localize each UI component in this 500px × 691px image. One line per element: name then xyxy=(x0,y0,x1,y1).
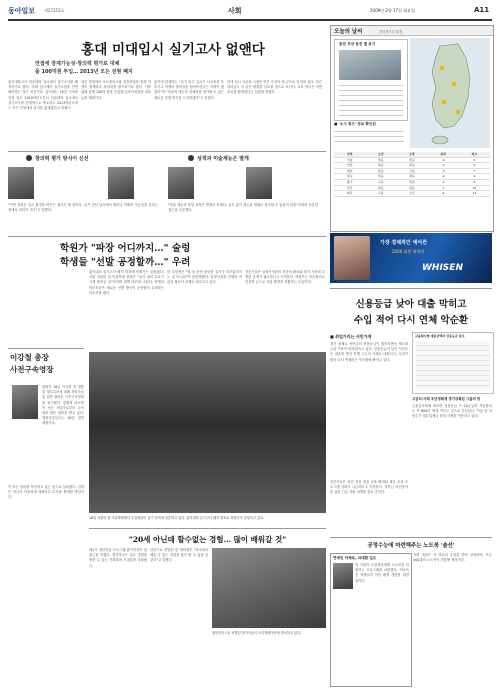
mid-rule xyxy=(8,236,326,237)
korea-map-icon xyxy=(410,38,490,148)
credit-body-3: 전문가들은 서민 전용 대출 상품 확대와 채무 조정 프로그램 강화가 시급하다고 지적한다. 정부는 저신용자를 위한 긴급 지원 대책을 검토 중이다. xyxy=(330,480,408,495)
note-box xyxy=(330,553,412,687)
opinion-left xyxy=(8,155,163,233)
date: 2009년 2월 17일 화요일 xyxy=(370,8,415,13)
weather-table-row: 광주 구름 맑음 -1 9 xyxy=(334,180,490,186)
profile-title: 사전구속영장 xyxy=(10,365,54,374)
weather-note-title: ■ '오시 퀴즈' 정보 확인된 xyxy=(334,122,376,126)
page-number: A11 xyxy=(474,6,490,14)
college-photo-caption: 16일 서울의 한 미술학원에서 수험생들이 실기 준비에 열중하고 있다. 홍익대의 실기고사 폐지 발표로 학원가가 술렁이고 있다. xyxy=(89,516,265,520)
weather-note xyxy=(334,122,406,146)
opinion-right-portrait-1 xyxy=(168,167,194,199)
opinion-right xyxy=(168,155,323,233)
weather-subtitle: 전국적으로 맑음 xyxy=(379,29,403,34)
lead-deck-2: 올 100억원 투입… 2013년 모든 전형 폐지 xyxy=(35,69,133,75)
ad-tagline: 가장 경제적인 에어컨 xyxy=(380,240,427,246)
college-photo xyxy=(89,352,326,513)
weather-note-lines xyxy=(334,129,404,145)
weather-table-row: 서울 맑음 맑음 -4 6 xyxy=(334,158,490,164)
credit-sub-title: ■ 취업가리는 서민가계 xyxy=(330,334,372,339)
credit-rule xyxy=(330,288,492,289)
bottom-body-1: 제1기 청년인턴 프로그램 참가자들이 첫 출근을 마쳤다. 참가자들은 실무 경험을 쌓을 수 있는 기회라며 기대감을 나타냈다. xyxy=(89,548,147,568)
newspaper-logo: 동아일보 xyxy=(8,6,36,15)
issue-number: 제27253호 xyxy=(44,8,65,13)
note-box-photo xyxy=(333,563,353,589)
weather-sub-photo xyxy=(339,50,401,80)
opinion-left-title: 창의력 평가 방식이 신선 xyxy=(35,156,89,162)
lead-body-4: 미대 입시 사교육 시장은 연간 수천억 원 규모로 알려져 있다. 다른 대학들도 이 같은 변화를 검토할 것으로 보인다. 교육 당국은 이번 조치를 환영한다는 입장을 밝혔다. xyxy=(227,80,322,95)
note-body-1: 한 기업이 수험생들에게 노트북을 지원하는 프로그램을 마련했다. 저소득층 학생들의 학습 환경 개선을 위한 취지다. xyxy=(355,563,409,583)
college-body-3: 전문가들은 입학사정관의 전문성 확보와 평가 기준의 투명한 공개가 필요하다고 지적한다. 학원가는 포트폴리오 컨설팅 등으로 사업 방향을 전환하는 모습이다. xyxy=(245,270,325,285)
masthead-rule xyxy=(8,19,492,21)
opinion-marker xyxy=(26,155,32,161)
note-headline: 공정수능에 마련해주는 노트북 '솔선' xyxy=(367,543,455,549)
opinions-rule xyxy=(8,151,326,152)
section-label: 사회 xyxy=(228,7,242,15)
note-body-2: 지원 대상은 각 학교의 추천을 받아 선정되며, 모두 500대의 노트북이 전달될 예정이다. xyxy=(413,553,492,563)
weather-box xyxy=(330,25,494,232)
lead-headline: 홍대 미대입시 실기고사 없앤다 xyxy=(81,42,265,58)
weather-table-row: 인천 맑음 맑음 -3 5 xyxy=(334,163,490,169)
note-rule xyxy=(330,537,492,538)
opinion-marker xyxy=(188,155,194,161)
opinion-left-body: "이번 결정은 입시 환경을 바꾸는 계기가 될 것이다. 실기 중심 입시에서 벗어나 학생의 가능성을 본다는 점에서 의미가 크다"고 말했다. xyxy=(8,203,158,213)
masthead xyxy=(8,6,492,17)
weather-table-row: 부산 맑음 맑음 1 10 xyxy=(334,186,490,192)
credit-chart-grid xyxy=(416,341,490,389)
opinion-left-portrait-2 xyxy=(108,167,134,199)
credit-chart-title: 금융회사별 대출금액과 신용등급 분포 xyxy=(415,334,465,338)
weather-table-row: 제주 구름 흐림 4 11 xyxy=(334,191,490,197)
weather-header xyxy=(331,26,493,36)
credit-chart xyxy=(412,332,494,394)
college-headline-1: 학원가 "파장 어디까지…" 술렁 xyxy=(60,243,191,254)
college-headline-2: 학생들 "선발 공정할까…" 우려 xyxy=(60,257,191,268)
opinion-right-portrait-2 xyxy=(246,167,272,199)
credit-headline-2: 수입 적어 다시 연체 악순환 xyxy=(353,315,469,326)
lead-body-3: 홍익대 관계자는 "실기 위주 입시가 사교육을 부추기고 학생의 창의성을 떨어뜨린다는 지적이 많았다"며 "미술적 재능과 잠재력을 평가할 수 있는 새로운 전형 방식을 도입하겠다"고 말했다. xyxy=(154,80,224,100)
bottom-photo xyxy=(212,548,326,628)
bottom-headline: "20세 아닌데 할수없는 경험… 많이 배워갈 것" xyxy=(128,535,287,544)
opinion-right-title: 성적과 미술재능은 별개 xyxy=(197,156,249,162)
profile-name: 이강철 총장 xyxy=(10,353,49,362)
profile-portrait xyxy=(12,385,38,419)
lead-body-2: 대신 면접에서 포트폴리오와 심층면접을 통해 학생의 잠재력과 창의력을 평가하기로 했다. 이를 위해 올해 100억 원을 투입해 입학사정관을 대폭 늘릴 계획이다. xyxy=(81,80,151,100)
lead-body-1: 홍익대학교가 미술대학 입시에서 실기고사를 폐지하기로 했다. 미대 입시에서 실기시험을 전면 폐지하는 것은 처음이다. 홍익대는 16일 기자회견을 열고 2010학년도부터 미술대학 입시에서 실기고사를 단계적으로 축소하고 2013학년도에는 모든 전형에서 실기를 없애겠다고 밝혔다. xyxy=(8,80,78,111)
weather-table-row: 대구 맑음 맑음 -2 9 xyxy=(334,174,490,180)
weather-map xyxy=(410,38,490,148)
college-body-1: 홍익대의 실기고사 폐지 발표에 학원가는 술렁였다. 서울 강남의 한 미술학원 원장은 "실기 대비 수요가 크게 줄어들 것"이라며 대책 마련에 나섰다. 학생과 학부모들은 새로운 선발 방식이 공정할지 우려하는 목소리를 냈다. xyxy=(89,270,164,295)
weather-title: 오늘의 날씨 xyxy=(334,29,363,35)
credit-sub-title-2: 고금리·사채 조년생태계 경기위축된 그들의 빚 xyxy=(412,397,481,401)
weather-table-row: 대전 맑음 구름 -3 7 xyxy=(334,169,490,175)
college-body-2: 한 수험생은 "몇 년 동안 준비한 실기가 쓸모없어지는 것 아니냐"며 불안해했다. 입학사정관 전형의 객관성 확보가 과제로 떠오르고 있다. xyxy=(167,270,242,285)
weather-sub-body xyxy=(339,83,403,117)
weather-sub-box-title: 동전 모양 동전 별 보기 xyxy=(339,42,376,46)
bottom-rule xyxy=(89,528,326,529)
weather-table xyxy=(334,152,490,228)
note-box-title: 연예인 자체로, 마대환 입도 xyxy=(333,556,377,560)
credit-headline-1: 신용등급 낮아 대출 막히고 xyxy=(355,299,467,310)
profile-body-2: 이 씨는 혐의를 부인하고 있는 것으로 알려졌다. 검찰은 자금의 사용처에 대해서도 수사를 확대할 방침이다. xyxy=(8,485,84,500)
bottom-body-2: 인턴으로 선발된 한 대학생은 "학교에서 배울 수 없는 경험을 많이 할 수 있을 것 같다"고 말했다. xyxy=(150,548,208,563)
weather-table-header: 지역 오전 오후 최저 최고 xyxy=(334,152,490,158)
weather-sub-box xyxy=(334,39,408,121)
bottom-photo-caption: 청년인턴으로 선발된 참가자들이 오리엔테이션에 참석하고 있다. xyxy=(212,631,302,635)
profile-body: 검찰은 16일 이강철 전 대통령 정무특보에 대해 정치자금법 위반 혐의로 사전구속영장을 청구했다. 검찰에 따르면 이 씨는 사업가로부터 수억 원을 받은 혐의를 받고 있다. 영장실질심사는 18일 열릴 예정이다. xyxy=(42,385,84,426)
opinion-left-portrait-1 xyxy=(8,167,34,199)
credit-body-1: 경기 침체로 서민들의 신용등급이 떨어지면서 제도권 금융 이용이 어려워지고 있다. 신용등급이 낮은 서민들은 대출을 받지 못해 고금리 사채로 내몰리고, 수입이 줄어 다시 연체하는 악순환에 빠지고 있다. xyxy=(330,342,408,362)
lead-deck-1: 면접에 잠재가능성·창의력 평가로 대체 xyxy=(35,61,120,67)
profile-rule xyxy=(8,348,84,349)
opinion-right-body: "미술 재능과 학업 성적은 별개의 문제다. 실기 없이 재능을 제대로 평가할 수 있을지 의문"이라며 신중한 접근을 주문했다. xyxy=(168,203,318,213)
ad-brand-logo: WHISEN xyxy=(422,263,463,273)
credit-body-2: 금융감독원에 따르면 신용등급 7~10등급의 저신용자는 약 800만 명에 이르는 것으로 추산된다. 이들 중 상당수가 대부업체나 불법 사채를 이용하고 있다. xyxy=(412,404,492,419)
ad-line: 2009 휘센 대혁명 xyxy=(392,249,425,254)
